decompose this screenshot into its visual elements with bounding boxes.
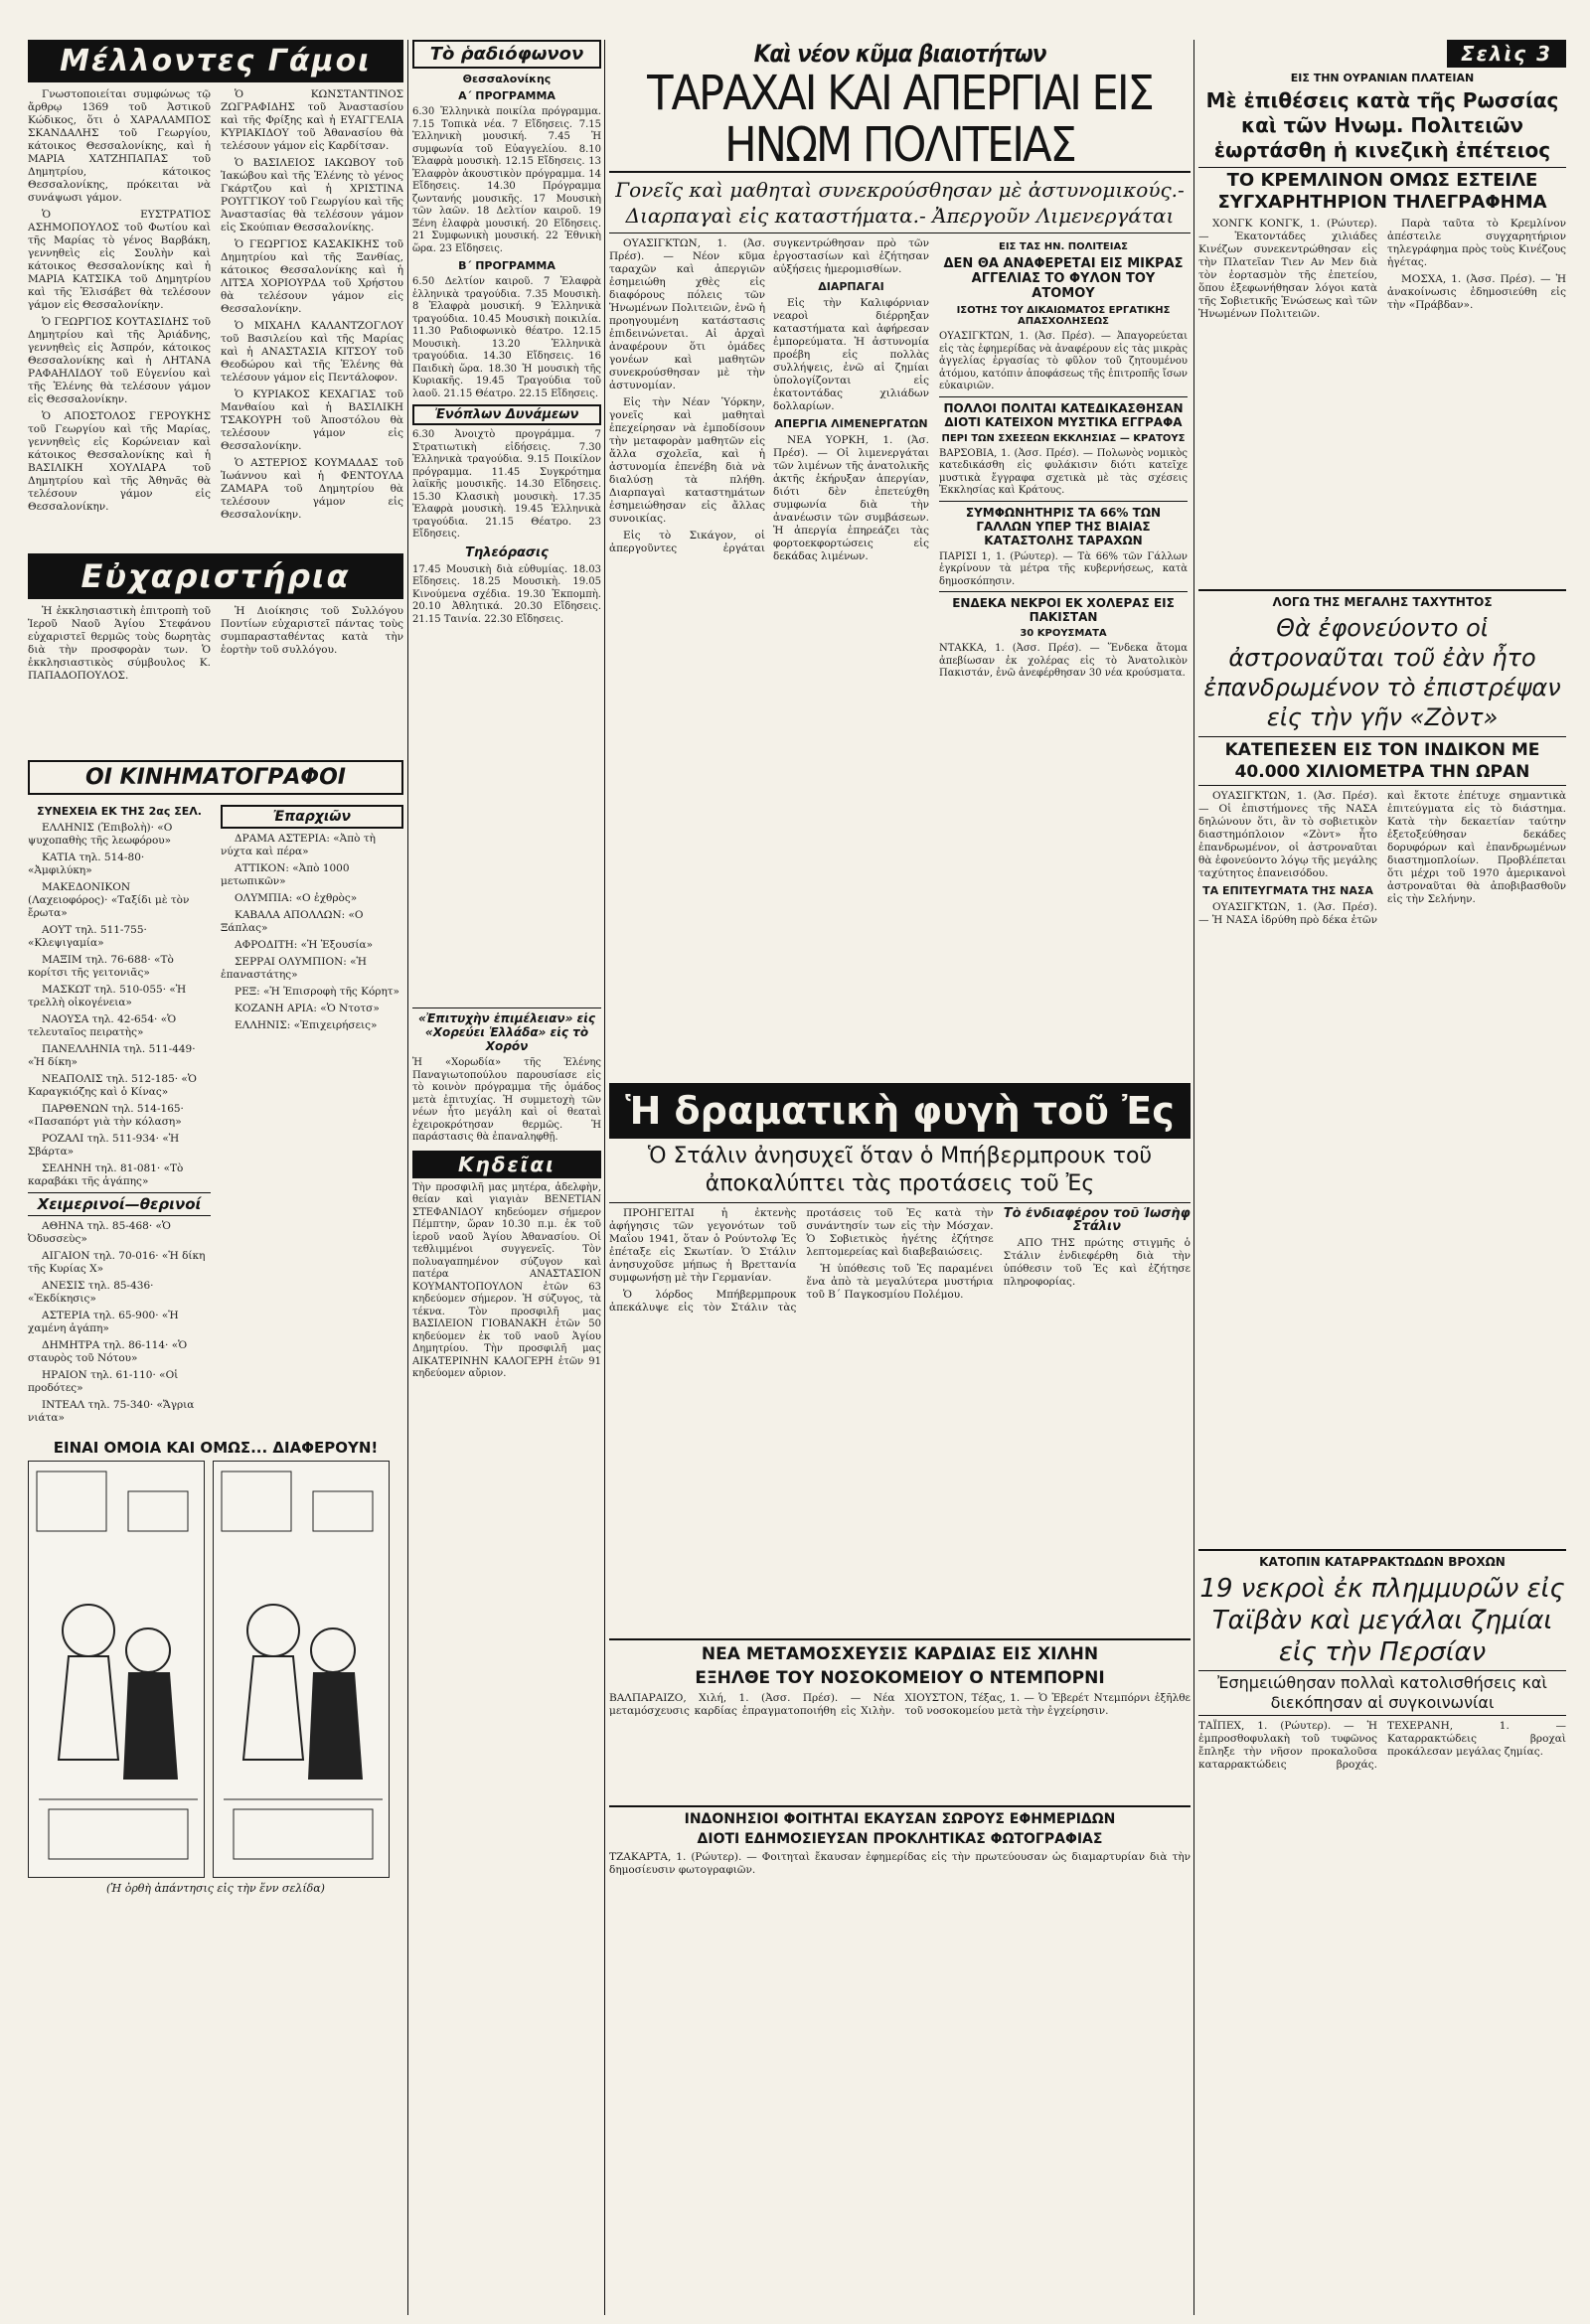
flood-head: 19 νεκροὶ ἐκ πλημμυρῶν εἰς Ταϊβὰν καὶ μεγάλαι ζημίαι εἰς τὴν Περσίαν [1199,1574,1565,1667]
center-kicker: Καὶ νέον κῦμα βιαιοτήτων [753,40,1046,68]
heart-sub: ΕΞΗΛΘΕ ΤΟΥ ΝΟΣΟΚΟΜΕΙΟΥ Ο ΝΤΕΜΠΟΡΝΙ [695,1668,1105,1688]
poland-title: ΠΟΛΛΟΙ ΠΟΛΙΤΑΙ ΚΑΤΕΔΙΚΑΣΘΗΣΑΝ ΔΙΟΤΙ ΚΑΤΕΙΧΟΝ ΜΥΣΤΙΚΑ ΕΓΓΡΑΦΑ [943,400,1184,429]
burials-text: Τὴν προσφιλῆ μας μητέρα, ἀδελφὴν, θείαν καὶ γιαγιὰν ΒΕΝΕΤΙΑΝ ΣΤΕΦΑΝΙΔΟΥ κηδεύομεν σήμερον Πέμπτην, ὥραν 10.30 π.μ. ἐκ τοῦ ἱεροῦ ναοῦ Ἁγίου Ἀθανασίου. Οἱ τεθλιμμένοι συγγενεῖς. Τὸν πολυαγαπημένον σύζυγον καὶ πατέρα ΑΝΑΣΤΑΣΙΟΝ ΚΟΥΜΑΝΤΟΠΟΥΛΟΝ ἐτῶν 63 κηδεύομεν σήμερον. Ἡ σύζυγος, τὰ τέκνα. Τὸν προσφιλῆ μας ΒΑΣΙΛΕΙΟΝ ΓΙΟΒΑΝΑΚΗ ἐτῶν 50 κηδεύομεν ἐκ τοῦ ναοῦ Ἁγίου Δημητρίου. Τὴν προσφιλῆ μας ΑΙΚΑΤΕΡΙΝΗΝ ΚΑΛΟΓΕΡΗ ἐτῶν 91 κηδεύομεν αὔριον. [412,1181,601,1379]
right-text1: ΧΟΝΓΚ ΚΟΝΓΚ, 1. (Ρώυτερ). — Ἑκατοντάδες χιλιάδες Κινέζων συνεκεντρώθησαν εἰς τὴν Πλατεῖαν Τιεν Αν Μεν διὰ τὸν ἑορτασμὸν τῆς ἐπετείου, ὅπου ἐξεφωνήθησαν λόγοι κατὰ τῆς Σοβιετικῆς Ἑνώσεως καὶ τῶν Ἡνωμένων Πολιτειῶν. Παρὰ ταῦτα τὸ Κρεμλίνον ἀπέστειλε συγχαρητήριον τηλεγράφημα πρὸς τοὺς Κινέζους ἡγέτας. ΜΟΣΧΑ, 1. (Ἀσσ. Πρέσ). — Ἡ ἀνακοίνωσις ἐδημοσιεύθη εἰς τὴν «Πράβδαν». [1198,218,1566,320]
indonesia-text: ΤΖΑΚΑΡΤΑ, 1. (Ρώυτερ). — Φοιτηταὶ ἔκαυσαν ἐφημερίδας εἰς τὴν πρωτεύουσαν ὡς διαμαρτυρίαν διὰ τὴν δημοσίευσιν φωτογραφιῶν. [609,1851,1191,1876]
poland-sub: ΠΕΡΙ ΤΩΝ ΣΧΕΣΕΩΝ ΕΚΚΛΗΣΙΑΣ — ΚΡΑΤΟΥΣ [941,432,1186,444]
rule-2 [604,40,605,2315]
weddings-title: Μέλλοντες Γάμοι [28,40,403,82]
flood-text: ΤΑΪΠΕΧ, 1. (Ρώυτερ). — Ἡ ἐμπροσθοφυλακὴ τοῦ τυφῶνος ἔπληξε τὴν νῆσον προκαλοῦσα καταρρακτώδεις βροχάς. ΤΕΧΕΡΑΝΗ, 1. — Καταρρακτώδεις βροχαὶ προκάλεσαν μεγάλας ζημίας. [1198,1720,1566,1771]
radio-armed-head: Ἐνόπλων Δυνάμεων [412,404,601,425]
space-kicker: ΛΟΓΩ ΤΗΣ ΜΕΓΑΛΗΣ ΤΑΧΥΤΗΤΟΣ [1198,589,1566,609]
radio-prog-a: 6.30 Ἑλληνικὰ ποικίλα πρόγραμμα. 7.15 Τοπικὰ νέα. 7 Εἴδησεις. 7.15 Ἑλληνικὴ μουσική. 7.45 Ἡ συμφωνία τοῦ Εὐαγγελίου. 8.10 Ἑλαφρὰ μουσικὴ. 12.15 Εἴδησεις. 13 Ἐλαφρὸν ἀκουστικὸν πρόγραμμα. 14 Εἴδησεις. 14.30 Πρόγραμμα ζωντανής μουσικῆς. 17 Μουσικὴ τῶν λαῶν. 18 Δελτίον καιροῦ. 19 Ξένη ἐλαφρὰ μουσική. 20 Εἴδησεις. 21 Συμφωνικὴ μουσική. 22 Ἐθνικὴ ὥρα. 23 Εἴδησεις. [412,106,601,254]
feature-text: ΠΡΟΗΓΕΙΤΑΙ ἡ ἐκτενὴς ἀφήγησις τῶν γεγονότων τοῦ Μαΐου 1941, ὅταν ὁ Ρούντολφ Ἐς ἐπέταξε εἰς Σκωτίαν. Ὁ Στάλιν ἀνησυχοῦσε μήπως ἡ Βρεττανία συμφωνήσῃ μὲ τὴν Γερμανίαν. Ὁ λόρδος Μπήβερμπρουκ ἀπεκάλυψε εἰς τὸν Στάλιν τὰς προτάσεις τοῦ Ἐς κατὰ τὴν συνάντησίν των εἰς τὴν Μόσχαν. Ὁ Σοβιετικὸς ἡγέτης ἐζήτησε λεπτομερείας καὶ διαβεβαιώσεις. Ἡ ὑπόθεσις τοῦ Ἐς παραμένει ἕνα ἀπὸ τὰ μεγαλύτερα μυστήρια τοῦ Β΄ Παγκοσμίου Πολέμου. Τὸ ἐνδιαφέρον τοῦ Ἰωσὴφ Στάλιν ΑΠΟ ΤΗΣ πρώτης στιγμῆς ὁ Στάλιν ἐνδιεφέρθη διὰ τὴν ὑπόθεσιν τοῦ Ἐς καὶ ἐζήτησε πληροφορίας. [609,1207,1191,1314]
burials-title: Κηδεῖαι [412,1151,601,1178]
side-text: ΟΥΑΣΙΓΚΤΩΝ, 1. (Ἀσ. Πρέσ). — Ἀπαγορεύεται εἰς τὰς ἐφημερίδας νὰ ἀναφέρουν εἰς τὰς μικρὰς ἀγγελίας ἐργασίας τὸ φῦλον τοῦ ζητουμένου ἀτόμου, κατόπιν ἀποφάσεως τῆς ἐπιτροπῆς ἴσων εὐκαιριῶν. [939,331,1188,391]
flood-sub: Ἐσημειώθησαν πολλαὶ κατολισθήσεις καὶ διεκόπησαν αἱ συγκοινωνίαι [1198,1670,1566,1716]
cholera-title: ΕΝΔΕΚΑ ΝΕΚΡΟΙ ΕΚ ΧΟΛΕΡΑΣ ΕΙΣ ΠΑΚΙΣΤΑΝ [952,596,1175,624]
middle-column [412,1004,601,2315]
flood-kicker: ΚΑΤΟΠΙΝ ΚΑΤΑΡΡΑΚΤΩΔΩΝ ΒΡΟΧΩΝ [1198,1549,1566,1569]
center-headline: ΤΑΡΑΧΑΙ ΚΑΙ ΑΠΕΡΓΙΑΙ ΕΙΣ ΗΝΩΜ ΠΟΛΙΤΕΙΑΣ [609,68,1191,173]
center-deck: Γονεῖς καὶ μαθηταὶ συνεκρούσθησαν μὲ ἀστυνομικούς.- Διαρπαγαὶ εἰς καταστήματα.- Ἀπεργοῦν Λιμενεργάται [609,177,1191,233]
wage-text: ΠΑΡΙΣΙ 1, 1. (Ρώυτερ). — Τὰ 66% τῶν Γάλλων ἐγκρίνουν τὰ μέτρα τῆς κυβερνήσεως, κατὰ δημοσκόπησιν. [939,550,1188,587]
radio-armed: 6.30 Ἀνοιχτὸ προγράμμα. 7 Στρατιωτικὴ εἰδήσεις. 7.30 Ἑλληνικὰ τραγούδια. 9.15 Ποικίλον πρόγραμμα. 11.45 Συγκρότημα λαϊκῆς μουσικῆς. 14.30 Εἴδησεις. 15.30 Κλασικὴ μουσικὴ. 17.35 Ἐλαφρὰ μουσικὴ. 19.45 Ἑλληνικὰ τραγούδια. 21.15 Θέατρο. 23 Εἴδησεις. [412,429,601,540]
left-column [28,40,403,2315]
thanks-text: Ἡ ἐκκλησιαστικὴ ἐπιτροπὴ τοῦ Ἱεροῦ Ναοῦ Ἁγίου Στεφάνου εὐχαριστεῖ θερμῶς τοὺς δωρητὰς διὰ τὴν προσφορὰν των. Ὁ ἐκκλησιαστικὸς σύμβουλος Κ. ΠΑΠΑΔΟΠΟΥΛΟΣ. Ἡ Διοίκησις τοῦ Συλλόγου Ποντίων εὐχαριστεῖ πάντας τοὺς συμπαρασταθέντας κατὰ τὴν ἑορτὴν τοῦ συλλόγου. [28,605,403,682]
stalin-head: Τὸ ἐνδιαφέρον τοῦ Ἰωσὴφ Στάλιν [1003,1207,1191,1234]
rule-1 [407,40,408,2315]
right-head1: Μὲ ἐπιθέσεις κατὰ τῆς Ρωσσίας καὶ τῶν Ηνωμ. Πολιτειῶν ἑωρτάσθη ἡ κινεζικὴ ἐπέτειος [1198,88,1566,168]
heart-text: ΒΑΛΠΑΡΑΙΖΟ, Χιλή, 1. (Ἀσσ. Πρέσ). — Νέα μεταμόσχευσις καρδίας ἐπραγματοποιήθη εἰς Χιλὴν. ΧΙΟΥΣΤΟΝ, Τέξας, 1. — Ὁ Ἐβερέτ Ντεμπόρνι ἐξῆλθε τοῦ νοσοκομείου μετὰ τὴν ἐγχείρησιν. [609,1692,1191,1717]
indonesia-title: ΙΝΔΟΝΗΣΙΟΙ ΦΟΙΤΗΤΑΙ ΕΚΑΥΣΑΝ ΣΩΡΟΥΣ ΕΦΗΜΕΡΙΔΩΝ [609,1805,1191,1827]
radio-prog-b-head: Β΄ ΠΡΟΓΡΑΜΜΑ [458,259,556,272]
feature-headline: Ἡ δραματικὴ φυγὴ τοῦ Ἐς [609,1083,1191,1139]
right-column [1198,40,1566,2315]
nasa-head: ΤΑ ΕΠΙΤΕΥΓΜΑΤΑ ΤΗΣ ΝΑΣΑ [1202,884,1373,897]
thanks-title: Εὐχαριστήρια [28,553,403,599]
side-head: ΕΙΣ ΤΑΣ ΗΝ. ΠΟΛΙΤΕΙΑΣ [998,241,1129,252]
lyric-text: Ἡ «Χορωδία» τῆς Ἑλένης Παναγιωτοπούλου παρουσίασε εἰς τὸ κοινὸν πρόγραμμα τῆς ὁμάδος μετὰ ἐπιτυχίας. Ἡ συμμετοχὴ τῶν νέων ἦτο μεγάλη καὶ οἱ θεαταὶ ἐχειροκρότησαν θερμῶς. Ἡ παράστασις θὰ ἐπαναληφθῇ. [412,1057,601,1143]
center-story: ΟΥΑΣΙΓΚΤΩΝ, 1. (Ἀσ. Πρέσ). — Νέον κῦμα ταραχῶν καὶ ἀπεργιῶν ἐσημειώθη χθὲς εἰς διαφόρους πόλεις τῶν Ἡνωμένων Πολιτειῶν, ἐνῶ ἡ προηγουμένη κατάστασις ἐπιδεινώνεται. Αἱ ἀρχαὶ ἀναφέρουν ὅτι ὀμάδες γονέων καὶ μαθητῶν συνεκρούσθησαν μὲ τὴν ἀστυνομίαν. Εἰς τὴν Νέαν Ὑόρκην, γονεῖς καὶ μαθηταὶ ἐπεχείρησαν νὰ ἐμποδίσουν τὴν μεταφορὰν μαθητῶν εἰς ἄλλα σχολεῖα, καὶ ἡ ἀστυνομία ἐπενέβη διὰ νὰ διαλύσῃ τὰ πλήθη. Διαρπαγαὶ καταστημάτων ἐσημειώθησαν εἰς ἄλλας συνοικίας. Εἰς τὸ Σικάγον, οἱ ἀπεργοῦντες ἐργάται συγκεντρώθησαν πρὸ τῶν ἐργοστασίων καὶ ἐζήτησαν αὐξήσεις ἡμερομισθίων. ΔΙΑΡΠΑΓΑΙ Εἰς τὴν Καλιφόρνιαν νεαροὶ διέρρηξαν καταστήματα καὶ ἀφήρεσαν ἐμπορεύματα. Ἡ ἀστυνομία προέβη εἰς πολλὰς συλλήψεις, ἐνῶ αἱ ζημίαι ὑπολογίζονται εἰς ἑκατοντάδας χιλιάδων δολλαρίων. ΑΠΕΡΓΙΑ ΛΙΜΕΝΕΡΓΑΤΩΝ ΝΕΑ ΥΟΡΚΗ, 1. (Ἀσ. Πρέσ). — Οἱ λιμενεργάται τῶν λιμένων τῆς ἀνατολικῆς ἀκτῆς ἐκήρυξαν ἀπεργίαν, διότι δὲν ἐπετεύχθη συμφωνία διὰ τὴν ἀνανέωσιν τῶν συμβάσεων. Ἡ ἀπεργία ἐπηρεάζει τὰς φορτοεκφορτώσεις εἰς δεκάδας λιμένων. [609,237,929,562]
cartoon-caption: (Ἡ ὀρθὴ ἀπάντησις εἰς τὴν ἕνν σελίδα) [106,1882,325,1895]
feature-block [609,1083,1191,1977]
riot-head: ΔΙΑΡΠΑΓΑΙ [818,280,884,293]
cartoon-right [213,1461,390,1878]
cinema-head: ΣΥΝΕΧΕΙΑ ΕΚ ΤΗΣ 2ας ΣΕΛ. [37,805,202,818]
side-title: ΔΕΝ ΘΑ ΑΝΑΦΕΡΕΤΑΙ ΕΙΣ ΜΙΚΡΑΣ ΑΓΓΕΛΙΑΣ ΤΟ ΦΥΛΟΝ ΤΟΥ ΑΤΟΜΟΥ [943,256,1184,301]
feature-deck: Ὁ Στάλιν ἀνησυχεῖ ὅταν ὁ Μπήβερμπρουκ τοῦ ἀποκαλύπτει τὰς προτάσεις τοῦ Ἐς [609,1143,1191,1203]
right-kicker: ΕΙΣ ΤΗΝ ΟΥΡΑΝΙΑΝ ΠΛΑΤΕΙΑΝ [1290,72,1475,84]
cholera-sub: 30 ΚΡΟΥΣΜΑΤΑ [1020,628,1107,639]
cartoon-left [28,1461,205,1878]
indonesia-sub: ΔΙΟΤΙ ΕΔΗΜΟΣΙΕΥΣΑΝ ΠΡΟΚΛΗΤΙΚΑΣ ΦΩΤΟΓΡΑΦΙΑΣ [697,1831,1103,1847]
space-sub: ΚΑΤΕΠΕΣΕΝ ΕΙΣ ΤΟΝ ΙΝΔΙΚΟΝ ΜΕ 40.000 ΧΙΛΙΟΜΕΤΡΑ ΤΗΝ ΩΡΑΝ [1198,736,1566,786]
radio-title: Τὸ ῥαδιόφωνον [412,40,601,69]
space-head: Θὰ ἐφονεύοντο οἱ ἀστροναῦται τοῦ ἐὰν ἦτο ἐπανδρωμένον τὸ ἐπιστρέψαν εἰς τὴν γῆν «Ζὸντ» [1203,614,1561,731]
lyric-head: «Ἐπιτυχὴν ἐπιμέλειαν» εἰς «Χορεύει Ἑλλάδα» εἰς τὸ Χορόν [412,1007,601,1053]
weddings-text: Γνωστοποιείται συμφώνως τῷ ἄρθρῳ 1369 τοῦ Ἀστικοῦ Κώδικος, ὅτι ὁ ΧΑΡΑΛΑΜΠΟΣ ΣΚΑΝΔΑΛΗΣ τοῦ Γεωργίου, κάτοικος Θεσσαλονίκης, καὶ ἡ ΜΑΡΙΑ ΧΑΤΖΗΠΑΠΑΣ τοῦ Δημητρίου, κάτοικος Θεσσαλονίκης, πρόκειται νὰ συνάψωσι γάμον. Ὁ ΕΥΣΤΡΑΤΙΟΣ ΑΣΗΜΟΠΟΥΛΟΣ τοῦ Φωτίου καὶ τῆς Μαρίας τὸ γένος Βαρβάκη, γεννηθεὶς εἰς Σουλὴν καὶ κάτοικος Θεσσαλονίκης καὶ ἡ ΜΑΡΙΑ ΚΑΤΣΙΚΑ τοῦ Δημητρίου καὶ τῆς Ἐλισάβετ θὰ τελέσουν γάμον εἰς Θεσσαλονίκην. Ὁ ΓΕΩΡΓΙΟΣ ΚΟΥΤΑΣΙΔΗΣ τοῦ Δημητρίου καὶ τῆς Ἀριάδνης, γεννηθεὶς εἰς Ἀσπρόν, κάτοικος Θεσσαλονίκης καὶ ἡ ΛΗΤΑΝΑ ΡΑΦΑΗΛΙΔΟΥ τοῦ Εὐγενίου καὶ τῆς Ἑλένης θὰ τελέσουν γάμον εἰς Θεσσαλονίκην. Ὁ ΑΠΟΣΤΟΛΟΣ ΓΕΡΟΥΚΗΣ τοῦ Γεωργίου καὶ τῆς Μαρίας, γεννηθεὶς εἰς Κορώνειαν καὶ κάτοικος Θεσσαλονίκης καὶ ἡ ΒΑΣΙΛΙΚΗ ΧΟΥΛΙΑΡΑ τοῦ Δημητρίου καὶ τῆς Ἀθηνᾶς θὰ τελέσουν γάμον εἰς Θεσσαλονίκην. Ὁ ΚΩΝΣΤΑΝΤΙΝΟΣ ΖΩΓΡΑΦΙΔΗΣ τοῦ Ἀναστασίου καὶ τῆς Φρίξης καὶ ἡ ΕΥΑΓΓΕΛΙΑ ΚΥΡΙΑΚΙΔΟΥ τοῦ Ἀθανασίου θὰ τελέσουν γάμον εἰς Καρδίτσαν. Ὁ ΒΑΣΙΛΕΙΟΣ ΙΑΚΩΒΟΥ τοῦ Ἰακώβου καὶ τῆς Ἑλένης τὸ γένος Γκάρτζου καὶ ἡ ΧΡΙΣΤΙΝΑ ΡΟΥΓΓΙΚΟΥ τοῦ Γεωργίου καὶ τῆς Ἀναστασίας θὰ τελέσουν γάμον εἰς Σκούπιαν Θεσσαλονίκης. Ὁ ΓΕΩΡΓΙΟΣ ΚΑΣΑΚΙΚΗΣ τοῦ Δημητρίου καὶ τῆς Ξανθίας, κάτοικος Θεσσαλονίκης καὶ ἡ ΛΙΤΣΑ ΧΟΡΙΟΥΡΔΑ τοῦ Χρήστου θὰ τελέσουν γάμον εἰς Θεσσαλονίκην. Ὁ ΜΙΧΑΗΛ ΚΑΛΑΝΤΖΟΓΛΟΥ τοῦ Βασιλείου καὶ τῆς Μαρίας καὶ ἡ ΑΝΑΣΤΑΣΙΑ ΚΙΤΣΟΥ τοῦ Θεοδώρου καὶ τῆς Ἑλένης θὰ τελέσουν γάμον εἰς Πεντάλοφον. Ὁ ΚΥΡΙΑΚΟΣ ΚΕΧΑΓΙΑΣ τοῦ Μανθαίου καὶ ἡ ΒΑΣΙΛΙΚΗ ΤΣΑΚΟΥΡΗ τοῦ Ἀποστόλου θὰ τελέσουν γάμον εἰς Θεσσαλονίκην. Ὁ ΑΣΤΕΡΙΟΣ ΚΟΥΜΑΔΑΣ τοῦ Ἰωάννου καὶ ἡ ΦΕΝΤΟΥΛΑ ΖΑΜΑΡΑ τοῦ Δημητρίου θὰ τελέσουν γάμον εἰς Θεσσαλονίκην. [28,88,403,521]
cholera-text: ΝΤΑΚΚΑ, 1. (Ἀσσ. Πρέσ). — Ἕνδεκα ἄτομα ἀπεβίωσαν ἐκ χολέρας εἰς τὸ Ἀνατολικὸν Πακιστάν, ἐνῶ ἀνεφέρθησαν 30 νέα κρούσματα. [939,643,1188,679]
provinces-head: Ἐπαρχιῶν [221,805,403,829]
poland-text: ΒΑΡΣΟΒΙΑ, 1. (Ἀσσ. Πρέσ). — Πολωνὸς νομικὸς κατεδικάσθη εἰς φυλάκισιν διότι κατεῖχε μυστικὰ ἔγγραφα σχετικὰ μὲ τὰς σχέσεις Ἐκκλησίας καὶ Κράτους. [939,447,1188,496]
side-sub: ΙΣΟΤΗΣ ΤΟΥ ΔΙΚΑΙΩΜΑΤΟΣ ΕΡΓΑΤΙΚΗΣ ΑΠΑΣΧΟΛΗΣΕΩΣ [956,305,1171,327]
radio-tv-head: Τηλεόρασις [465,544,549,560]
provinces-list: ΔΡΑΜΑ ΑΣΤΕΡΙΑ: «Ἀπὸ τὴ νύχτα καὶ πέρα» ΑΤΤΙΚΟΝ: «Ἀπὸ 1000 μετωπικῶν» ΟΛΥΜΠΙΑ: «Ο ἐχθρὸς» ΚΑΒΑΛΑ ΑΠΟΛΛΩΝ: «Ο Ξάπλας» ΑΦΡΟΔΙΤΗ: «Ἡ Ἐξουσία» ΣΕΡΡΑΙ ΟΛΥΜΠΙΟΝ: «Ἡ ἐπαναστάτης» ΡΕΞ: «Ἡ Ἐπισροφὴ τῆς Κόρητ» ΚΟΖΑΝΗ ΑΡΙΑ: «Ὁ Ντοτσ» ΕΛΛΗΝΙΣ: «Ἐπιχειρήσεις» [221,833,399,1031]
wage-title: ΣΥΜΦΩΝΗΤΗΡΙΣ ΤΑ 66% ΤΩΝ ΓΑΛΛΩΝ ΥΠΕΡ ΤΗΣ ΒΙΑΙΑΣ ΚΑΤΑΣΤΟΛΗΣ ΤΑΡΑΧΩΝ [965,505,1162,547]
heart-title: ΝΕΑ ΜΕΤΑΜΟΣΧΕΥΣΙΣ ΚΑΡΔΙΑΣ ΕΙΣ ΧΙΛΗΝ [609,1638,1191,1664]
cinema-title: ΟΙ ΚΙΝΗΜΑΤΟΓΡΑΦΟΙ [28,760,403,795]
cinema-list: ΕΛΛΗΝΙΣ (Ἐπιβολὴ)· «Ο ψυχοπαθὴς τῆς λεωφόρου» ΚΑΤΙΑ τηλ. 514-80· «Ἀμφιλύκη» ΜΑΚΕΔΟΝΙΚΟΝ (Λαχειοφόρος)· «Ταξίδι μὲ τὸν ἔρωτα» ΑΟΥΤ τηλ. 511-755· «Κλεψιγαμία» ΜΑΞΙΜ τηλ. 76-688· «Τὸ κορίτσι τῆς γειτονιᾶς» ΜΑΣΚΩΤ τηλ. 510-055· «Ἡ τρελλὴ οἰκογένεια» ΝΑΟΥΣΑ τηλ. 42-654· «Ὁ τελευταῖος πειρατὴς» ΠΑΝΕΛΛΗΝΙΑ τηλ. 511-449· «Ἡ δίκη» ΝΕΑΠΟΛΙΣ τηλ. 512-185· «Ὁ Καραγκιόζης καὶ ὁ Κίνας» ΠΑΡΘΕΝΩΝ τηλ. 514-165· «Πασαπόρτ γιὰ τὴν κόλαση» ΡΟΖΑΛΙ τηλ. 511-934· «Ἡ Σβάρτα» ΣΕΛΗΝΗ τηλ. 81-081· «Τὸ καραβάκι τῆς ἀγάπης» [28,822,197,1187]
radio-tv: 17.45 Μουσικὴ διὰ εὐθυμίας. 18.03 Εἴδησεις. 18.25 Μουσικὴ. 19.05 Κινούμενα σχέδια. 19.30 Ἐκπομπὴ. 20.10 Ἀθλητικά. 20.30 Εἴδησεις. 21.15 Ταινία. 22.30 Εἴδησεις. [412,563,601,625]
radio-sub: Θεσσαλονίκης [462,73,552,85]
rule-3 [1193,40,1194,2315]
page-label: Σελὶς 3 [1447,40,1566,68]
cartoon-title: ΕΙΝΑΙ ΟΜΟΙΑ ΚΑΙ ΟΜΩΣ... ΔΙΑΦΕΡΟΥΝ! [53,1439,379,1457]
dock-head: ΑΠΕΡΓΙΑ ΛΙΜΕΝΕΡΓΑΤΩΝ [774,417,928,430]
radio-prog-a-head: Α΄ ΠΡΟΓΡΑΜΜΑ [458,89,556,102]
space-text: ΟΥΑΣΙΓΚΤΩΝ, 1. (Ἀσ. Πρέσ). — Οἱ ἐπιστήμονες τῆς ΝΑΣΑ δηλώνουν ὅτι, ἂν τὸ σοβιετικὸν διαστημόπλοιον «Ζὸντ» ἦτο ἐπανδρωμένον, οἱ ἀστροναῦται θὰ ἐφονεύοντο λόγῳ τῆς μεγάλης ταχύτητος ἐπανεισόδου. ΤΑ ΕΠΙΤΕΥΓΜΑΤΑ ΤΗΣ ΝΑΣΑ ΟΥΑΣΙΓΚΤΩΝ, 1. (Ἀσ. Πρέσ). — Ἡ ΝΑΣΑ ἱδρύθη πρὸ δέκα ἐτῶν καὶ ἔκτοτε ἐπέτυχε σημαντικὰ ἐπιτεύγματα εἰς τὸ διάστημα. Κατὰ τὴν δεκαετίαν ταύτην ἐξετοξεύθησαν δεκάδες δορυφόρων καὶ ἐπανδρωμένων διαστημοπλοίων. Προβλέπεται ὅτι μέχρι τοῦ 1970 ἀμερικανοὶ ἀστροναῦται θὰ ἀποβιβασθοῦν εἰς τὴν Σελήνην. [1198,790,1566,926]
right-head2: ΤΟ ΚΡΕΜΛΙΝΟΝ ΟΜΩΣ ΕΣΤΕΙΛΕ ΣΥΓΧΑΡΗΤΗΡΙΟΝ ΤΗΛΕΓΡΑΦΗΜΑ [1217,170,1547,213]
center-top [609,40,1191,1073]
radio-prog-b: 6.50 Δελτίον καιροῦ. 7 Ἐλαφρὰ ἑλληνικὰ τραγούδια. 7.35 Μουσικὴ. 8 Ἐλαφρὰ μουσική. 9 Ἑλληνικὰ τραγούδια. 10.45 Μουσικὴ ποικιλία. 11.30 Ραδιοφωνικὸ θέατρο. 12.15 Μουσικὴ. 13.20 Ἑλληνικὰ τραγούδια. 14.30 Εἴδησεις. 16 Παιδικὴ ὥρα. 18.30 Ἡ μουσικὴ τῆς Κυριακῆς. 19.45 Τραγούδια τοῦ λαοῦ. 21.15 Θέατρο. 22.15 Εἴδησεις. [412,276,601,399]
winter-title: Χειμερινοί—θερινοί [28,1192,211,1216]
winter-list: ΑΘΗΝΑ τηλ. 85-468· «Ὁ Ὀδυσσεὺς» ΑΙΓΑΙΟΝ τηλ. 70-016· «Ἡ δίκη τῆς Κυρίας Χ» ΑΝΕΣΙΣ τηλ. 85-436· «Ἐκδίκησις» ΑΣΤΕΡΙΑ τηλ. 65-900· «Ἡ χαμένη ἀγάπη» ΔΗΜΗΤΡΑ τηλ. 86-114· «Ὁ σταυρὸς τοῦ Νότου» ΗΡΑΙΟΝ τηλ. 61-110· «Οἱ προδότες» ΙΝΤΕΑΛ τηλ. 75-340· «Ἄγρια νιάτα» [28,1220,206,1424]
